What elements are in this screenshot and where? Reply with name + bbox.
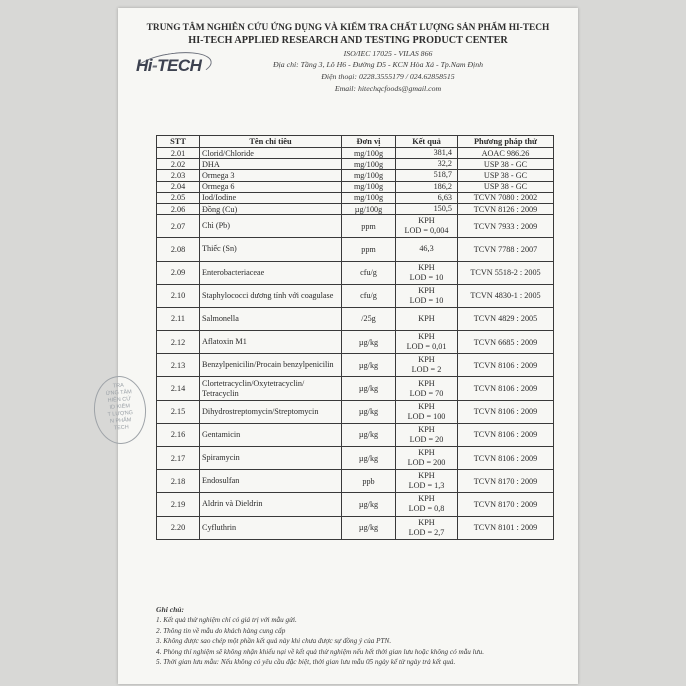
name-cell: Benzylpenicilin/Procain benzylpenicilin — [200, 354, 342, 377]
table-row — [157, 203, 554, 214]
table-row — [157, 159, 554, 170]
name-cell: Aflatoxin M1 — [200, 331, 342, 354]
name-cell: Iod/Iodine — [200, 192, 342, 203]
report-page — [105, 8, 578, 684]
result-cell — [396, 170, 458, 181]
stt-cell: 2.12 — [157, 331, 200, 354]
results-table — [156, 135, 554, 540]
result-value: KPH — [418, 401, 435, 411]
org-name-vn: TRUNG TÂM NGHIÊN CỨU ỨNG DỤNG VÀ KIỂM TRA CHẤT LƯỢNG SẢN PHẨM HI-TECH — [146, 23, 550, 33]
org-name-en: HI-TECH APPLIED RESEARCH AND TESTING PRODUCT CENTER — [188, 35, 508, 46]
result-cell — [396, 400, 458, 423]
result-cell — [396, 331, 458, 354]
result-cell — [396, 284, 458, 307]
result-value: KPH — [418, 216, 435, 226]
stt-cell: 2.04 — [157, 181, 200, 192]
result-value: 6,63 — [437, 192, 452, 202]
unit-cell: /25g — [342, 307, 396, 330]
stt-cell: 2.14 — [157, 377, 200, 400]
table-header-row — [157, 136, 554, 148]
unit-cell: µg/kg — [342, 400, 396, 423]
stt-cell: 2.13 — [157, 354, 200, 377]
unit-cell: µg/kg — [342, 447, 396, 470]
table-body — [157, 148, 554, 540]
name-cell: Ormega 6 — [200, 181, 342, 192]
name-cell: Aldrin và Dieldrin — [200, 493, 342, 516]
stt-cell: 2.19 — [157, 493, 200, 516]
method-cell: TCVN 4830-1 : 2005 — [458, 284, 554, 307]
result-cell — [396, 307, 458, 330]
result-cell — [396, 181, 458, 192]
result-cell — [396, 447, 458, 470]
stt-cell: 2.16 — [157, 423, 200, 446]
table-row — [157, 331, 554, 354]
result-cell — [396, 423, 458, 446]
note-item: 4. Phòng thí nghiệm sẽ không nhận khiếu nại về kết quả thử nghiệm nếu hết thời gian lưu hoặc không có mẫu lưu. — [156, 647, 484, 656]
note-item: 5. Thời gian lưu mẫu: Nếu không có yêu cầu đặc biệt, thời gian lưu mẫu 05 ngày kể từ ngày trả kết quả. — [156, 658, 456, 667]
method-cell: TCVN 8126 : 2009 — [458, 203, 554, 214]
table-row — [157, 470, 554, 493]
unit-cell: cfu/g — [342, 284, 396, 307]
result-lod: LOD = 100 — [407, 411, 446, 421]
result-value: KPH — [418, 355, 435, 365]
result-cell — [396, 261, 458, 284]
table-row — [157, 516, 554, 539]
method-cell: USP 38 - GC — [458, 159, 554, 170]
result-lod: LOD = 0,8 — [408, 504, 445, 514]
email: Email: hitechqcfoods@gmail.com — [334, 84, 442, 93]
header-method: Phương pháp thử — [458, 136, 554, 148]
result-value: 46,3 — [419, 244, 434, 254]
table-row — [157, 307, 554, 330]
name-cell: Salmonella — [200, 307, 342, 330]
method-cell: TCVN 4829 : 2005 — [458, 307, 554, 330]
result-cell — [396, 203, 458, 214]
table-row — [157, 238, 554, 261]
result-lod: LOD = 0,004 — [404, 226, 449, 236]
stt-cell: 2.08 — [157, 238, 200, 261]
table-row — [157, 215, 554, 238]
hitech-logo: Hi-TECH — [136, 56, 202, 75]
result-value: 186,2 — [433, 181, 452, 191]
unit-cell: ppb — [342, 470, 396, 493]
notes-title: Ghi chú: — [156, 605, 185, 614]
name-cell: Clortetracyclin/Oxytetracyclin/ Tetracyclin — [200, 377, 342, 400]
stt-cell: 2.11 — [157, 307, 200, 330]
table-row — [157, 493, 554, 516]
method-cell: TCVN 7080 : 2002 — [458, 192, 554, 203]
table-row — [157, 181, 554, 192]
stt-cell: 2.09 — [157, 261, 200, 284]
unit-cell: mg/100g — [342, 159, 396, 170]
result-value: 518,7 — [433, 170, 452, 180]
unit-cell: mg/100g — [342, 192, 396, 203]
result-value: KPH — [418, 448, 435, 458]
phone: Điện thoại: 0228.3555179 / 024.62858515 — [321, 72, 455, 81]
result-value: 381,4 — [433, 148, 452, 158]
method-cell: TCVN 8170 : 2009 — [458, 493, 554, 516]
name-cell: Ormega 3 — [200, 170, 342, 181]
header-stt: STT — [157, 136, 200, 148]
method-cell: TCVN 7933 : 2009 — [458, 215, 554, 238]
result-value: KPH — [418, 332, 435, 342]
result-value: KPH — [418, 471, 435, 481]
method-cell: AOAC 986.26 — [458, 148, 554, 159]
header-unit: Đơn vị — [342, 136, 396, 148]
stt-cell: 2.10 — [157, 284, 200, 307]
unit-cell: µg/kg — [342, 331, 396, 354]
iso-cert: ISO/IEC 17025 - VILAS 866 — [343, 49, 433, 58]
result-cell — [396, 354, 458, 377]
stt-cell: 2.06 — [157, 203, 200, 214]
unit-cell: µg/kg — [342, 423, 396, 446]
result-value: KPH — [418, 517, 435, 527]
result-value: 32,2 — [437, 159, 452, 169]
result-value: KPH — [418, 378, 435, 388]
result-lod: LOD = 70 — [409, 388, 444, 398]
result-cell — [396, 159, 458, 170]
result-lod: LOD = 0,01 — [406, 342, 447, 352]
result-cell — [396, 470, 458, 493]
notes-section — [156, 605, 556, 667]
method-cell: TCVN 6685 : 2009 — [458, 331, 554, 354]
unit-cell: µg/kg — [342, 354, 396, 377]
name-cell: Gentamicin — [200, 423, 342, 446]
stt-cell: 2.02 — [157, 159, 200, 170]
result-lod: LOD = 200 — [407, 458, 446, 468]
method-cell: TCVN 8106 : 2009 — [458, 354, 554, 377]
name-cell: DHA — [200, 159, 342, 170]
result-lod: LOD = 2 — [411, 365, 442, 375]
note-item: 1. Kết quả thử nghiệm chỉ có giá trị với mẫu gửi. — [156, 616, 297, 625]
stt-cell: 2.03 — [157, 170, 200, 181]
unit-cell: µg/kg — [342, 516, 396, 539]
result-cell — [396, 215, 458, 238]
method-cell: USP 38 - GC — [458, 170, 554, 181]
result-cell — [396, 238, 458, 261]
unit-cell: cfu/g — [342, 261, 396, 284]
name-cell: Staphylococci dương tính với coagulase — [200, 284, 342, 307]
method-cell: TCVN 5518-2 : 2005 — [458, 261, 554, 284]
name-cell: Enterobacteriaceae — [200, 261, 342, 284]
unit-cell: ppm — [342, 238, 396, 261]
unit-cell: µg/kg — [342, 377, 396, 400]
table-row — [157, 192, 554, 203]
method-cell: TCVN 8170 : 2009 — [458, 470, 554, 493]
result-value: KPH — [418, 494, 435, 504]
result-lod: LOD = 10 — [409, 272, 444, 282]
unit-cell: mg/100g — [342, 170, 396, 181]
result-cell — [396, 377, 458, 400]
table-row — [157, 354, 554, 377]
name-cell: Đồng (Cu) — [200, 203, 342, 214]
name-cell: Chì (Pb) — [200, 215, 342, 238]
method-cell: TCVN 8106 : 2009 — [458, 377, 554, 400]
address: Địa chỉ: Tầng 3, Lô H6 - Đường D5 - KCN Hòa Xá - Tp.Nam Định — [272, 60, 484, 69]
stt-cell: 2.17 — [157, 447, 200, 470]
unit-cell: mg/100g — [342, 148, 396, 159]
name-cell: Spiramycin — [200, 447, 342, 470]
method-cell: TCVN 8106 : 2009 — [458, 400, 554, 423]
unit-cell: µg/kg — [342, 493, 396, 516]
result-cell — [396, 493, 458, 516]
result-cell — [396, 148, 458, 159]
stt-cell: 2.20 — [157, 516, 200, 539]
table-row — [157, 423, 554, 446]
result-lod: LOD = 1,3 — [408, 481, 445, 491]
method-cell: TCVN 7788 : 2007 — [458, 238, 554, 261]
result-lod: LOD = 20 — [409, 434, 444, 444]
method-cell: USP 38 - GC — [458, 181, 554, 192]
result-cell — [396, 192, 458, 203]
result-lod: LOD = 10 — [409, 295, 444, 305]
result-value: KPH — [418, 313, 435, 323]
header-result: Kết quả — [396, 136, 458, 148]
result-cell — [396, 516, 458, 539]
note-item: 3. Không được sao chép một phần kết quả này khi chưa được sự đồng ý của PTN. — [156, 637, 392, 646]
method-cell: TCVN 8106 : 2009 — [458, 423, 554, 446]
name-cell: Dihydrostreptomycin/Streptomycin — [200, 400, 342, 423]
unit-cell: mg/100g — [342, 181, 396, 192]
table-row — [157, 170, 554, 181]
result-value: KPH — [418, 285, 435, 295]
stt-cell: 2.05 — [157, 192, 200, 203]
method-cell: TCVN 8106 : 2009 — [458, 447, 554, 470]
stt-cell: 2.18 — [157, 470, 200, 493]
table-row — [157, 261, 554, 284]
result-value: KPH — [418, 262, 435, 272]
table-row — [157, 400, 554, 423]
name-cell: Thiếc (Sn) — [200, 238, 342, 261]
lab-stamp: TRA ỨNG TÂM HIÊN CỨ ID KIÊM T LƯỢNG N PHẨM TECH — [92, 374, 149, 445]
unit-cell: µg/100g — [342, 203, 396, 214]
stt-cell: 2.01 — [157, 148, 200, 159]
result-value: 150,5 — [433, 204, 452, 214]
name-cell: Clorid/Chloride — [200, 148, 342, 159]
method-cell: TCVN 8101 : 2009 — [458, 516, 554, 539]
table-row — [157, 148, 554, 159]
table-row — [157, 447, 554, 470]
unit-cell: ppm — [342, 215, 396, 238]
name-cell: Cyfluthrin — [200, 516, 342, 539]
table-row — [157, 284, 554, 307]
header-name: Tên chỉ tiêu — [200, 136, 342, 148]
note-item: 2. Thông tin về mẫu do khách hàng cung cấp — [156, 626, 286, 635]
table-row — [157, 377, 554, 400]
name-cell: Endosulfan — [200, 470, 342, 493]
stt-cell: 2.15 — [157, 400, 200, 423]
result-lod: LOD = 2,7 — [408, 527, 445, 537]
result-value: KPH — [418, 424, 435, 434]
stt-cell: 2.07 — [157, 215, 200, 238]
